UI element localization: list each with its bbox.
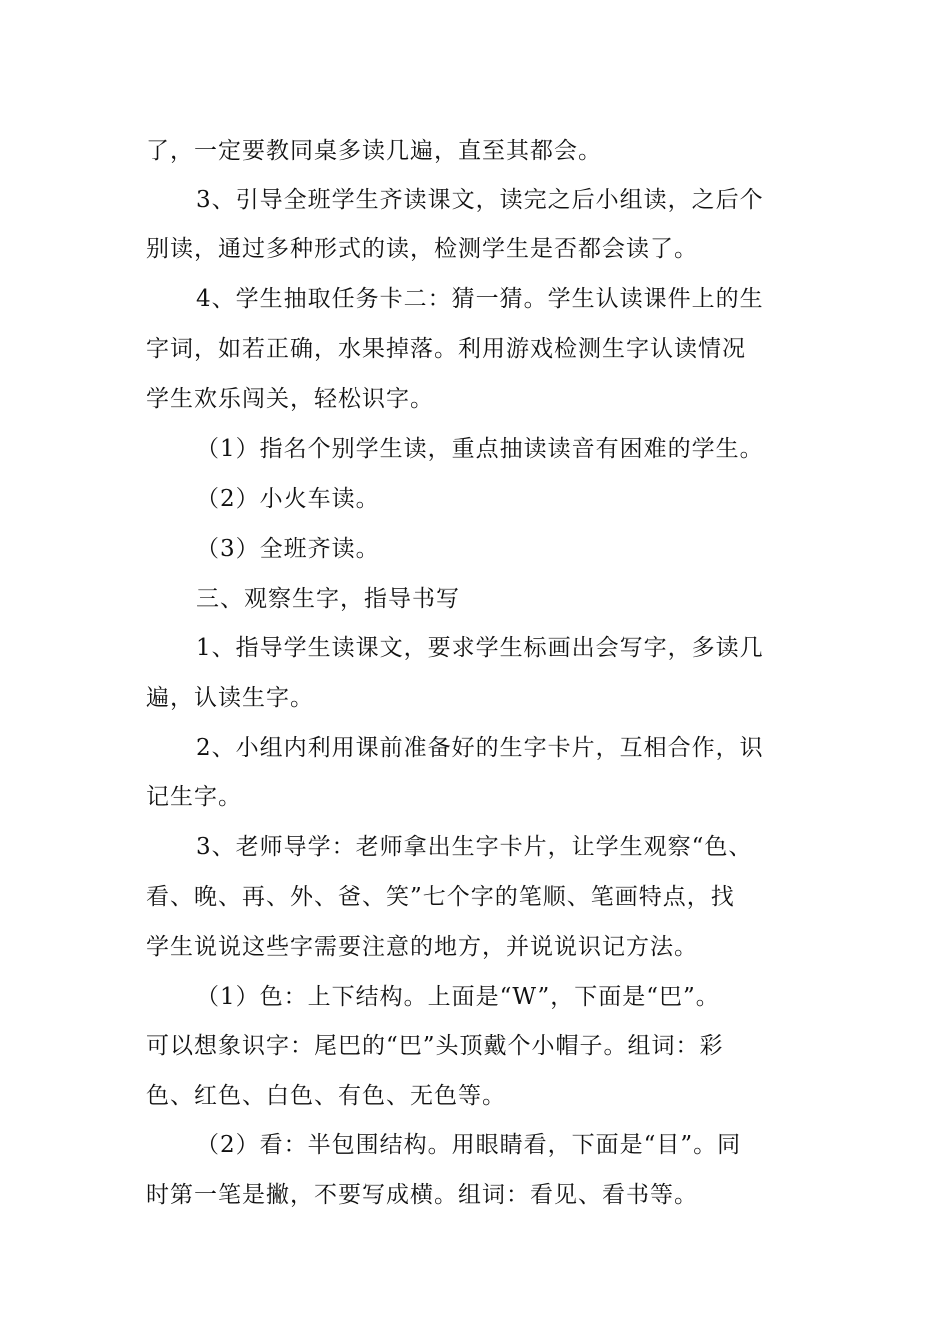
text-line: 时第一笔是撇，不要写成横。组词：看见、看书等。 — [146, 1182, 698, 1208]
text-line: 2、小组内利用课前准备好的生字卡片，互相合作，识 — [196, 735, 764, 761]
text-line: 别读，通过多种形式的读，检测学生是否都会读了。 — [146, 236, 698, 262]
text-line: 色、红色、白色、有色、无色等。 — [146, 1083, 506, 1109]
text-line: 3、引导全班学生齐读课文，读完之后小组读，之后个 — [196, 187, 764, 213]
text-line: （1）指名个别学生读，重点抽读读音有困难的学生。 — [196, 436, 764, 462]
section-heading: 三、观察生字，指导书写 — [196, 586, 460, 612]
text-line: 可以想象识字：尾巴的“巴”头顶戴个小帽子。组词：彩 — [146, 1033, 724, 1059]
text-line: 看、晚、再、外、爸、笑”七个字的笔顺、笔画特点，找 — [146, 884, 735, 910]
text-line: 记生字。 — [146, 784, 242, 810]
text-line: 1、指导学生读课文，要求学生标画出会写字，多读几 — [196, 635, 764, 661]
text-line: 了，一定要教同桌多读几遍，直至其都会。 — [146, 138, 602, 164]
text-line: 4、学生抽取任务卡二：猜一猜。学生认读课件上的生 — [196, 286, 764, 312]
text-line: 学生欢乐闯关，轻松识字。 — [146, 386, 434, 412]
text-line: 字词，如若正确，水果掉落。利用游戏检测生字认读情况 — [146, 336, 746, 362]
text-line: （3）全班齐读。 — [196, 536, 380, 562]
text-line: （2）小火车读。 — [196, 486, 380, 512]
text-line: （2）看：半包围结构。用眼睛看，下面是“目”。同 — [196, 1132, 742, 1158]
text-line: （1）色：上下结构。上面是“W”，下面是“巴”。 — [196, 984, 720, 1010]
text-line: 遍，认读生字。 — [146, 685, 314, 711]
text-line: 3、老师导学：老师拿出生字卡片，让学生观察“色、 — [196, 834, 753, 860]
text-line: 学生说说这些字需要注意的地方，并说说识记方法。 — [146, 934, 698, 960]
